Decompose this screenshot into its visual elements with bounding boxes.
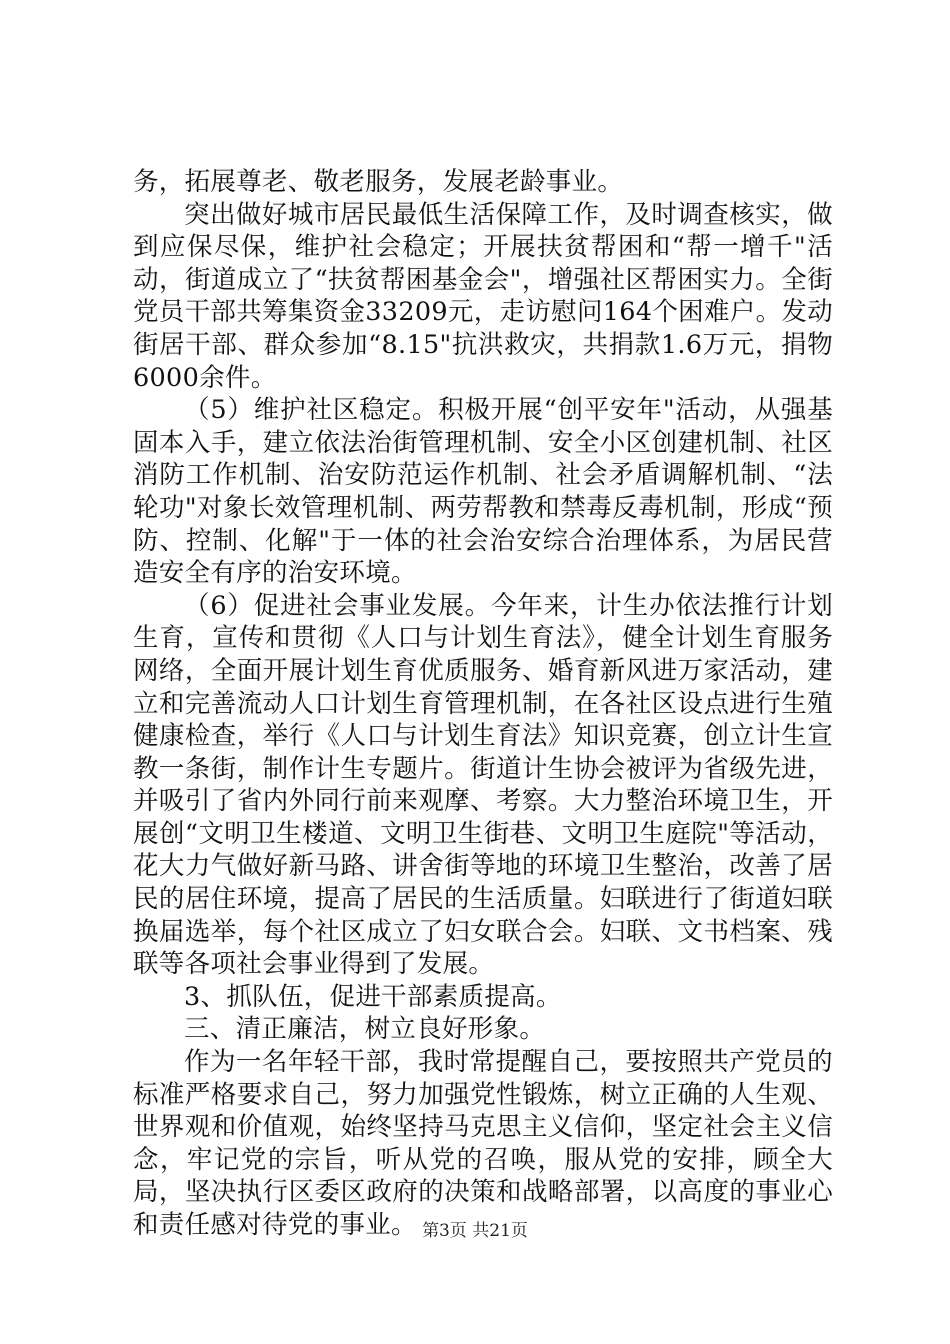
paragraph-continuation: 务，拓展尊老、敬老服务，发展老龄事业。	[133, 167, 624, 197]
paragraph-minimum-living-security: 突出做好城市居民最低生活保障工作，及时调查核实，做到应保尽保，维护社会稳定；开展扶贫帮困和“帮一增千"活动，街道成立了“扶贫帮困基金会"，增强社区帮困实力。全街党员干部共筹集资金33209元，走访慰问164个困难户。发动街居干部、群众参加“8.15"抗洪救灾，共捐款1.6万元，捐物6000余件。	[133, 199, 833, 393]
heading-cadre-quality: 3、抓队伍，促进干部素质提高。	[184, 981, 562, 1012]
document-body	[133, 166, 833, 1242]
paragraph-young-cadre: 作为一名年轻干部，我时常提醒自己，要按照共产党员的标准严格要求自己，努力加强党性锻炼，树立正确的人生观、世界观和价值观，始终坚持马克思主义信仰，坚定社会主义信念，牢记党的宗旨，听从党的召唤，服从党的安排，顾全大局，坚决执行区委区政府的决策和战略部署，以高度的事业心和责任感对待党的事业。	[133, 1047, 833, 1240]
paragraph-community-stability: （5）维护社区稳定。积极开展“创平安年"活动，从强基固本入手，建立依法治街管理机制、安全小区创建机制、社区消防工作机制、治安防范运作机制、社会矛盾调解机制、“法轮功"对象长效管理机制、两劳帮教和禁毒反毒机制，形成“预防、控制、化解"于一体的社会治安综合治理体系，为居民营造安全有序的治安环境。	[133, 395, 833, 589]
paragraph-social-development: （6）促进社会事业发展。今年来，计生办依法推行计划生育，宣传和贯彻《人口与计划生育法》，健全计划生育服务网络，全面开展计划生育优质服务、婚育新风进万家活动，建立和完善流动人口计划生育管理机制，在各社区设点进行生殖健康检查，举行《人口与计划生育法》知识竞赛，创立计生宣教一条街，制作计生专题片。街道计生协会被评为省级先进，并吸引了省内外同行前来观摩、考察。大力整治环境卫生，开展创“文明卫生楼道、文明卫生街巷、文明卫生庭院"等活动，花大力气做好新马路、讲舍街等地的环境卫生整治，改善了居民的居住环境，提高了居民的生活质量。妇联进行了街道妇联换届选举，每个社区成立了妇女联合会。妇联、文书档案、残联等各项社会事业得到了发展。	[133, 590, 833, 980]
heading-integrity: 三、清正廉洁，树立良好形象。	[184, 1014, 546, 1045]
page-number-footer: 第3页 共21页	[422, 1221, 528, 1241]
